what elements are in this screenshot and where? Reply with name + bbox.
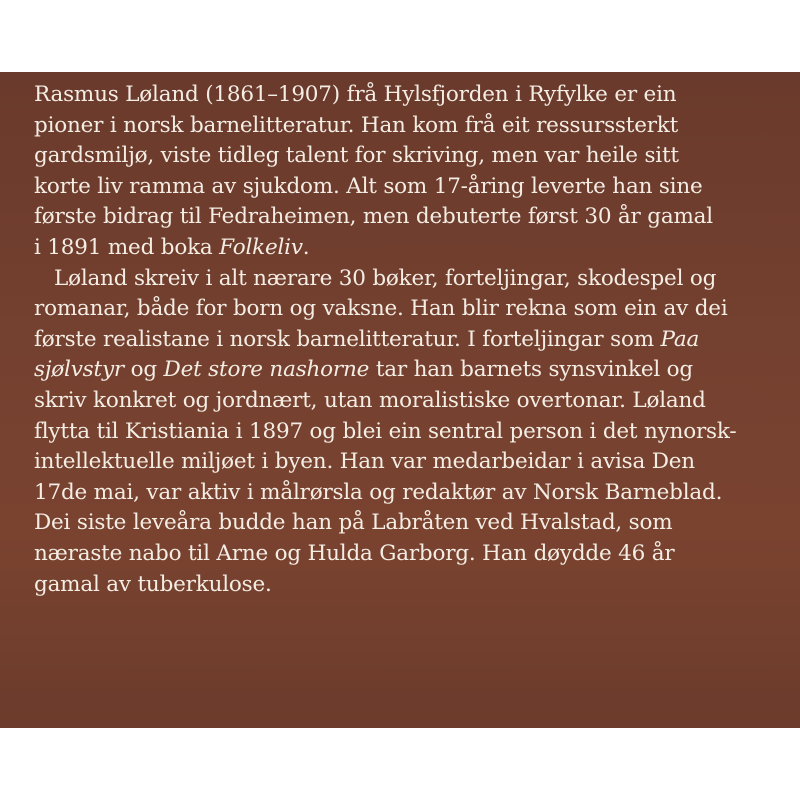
paragraph-1 (34, 80, 774, 264)
text-line: 17de mai, var aktiv i målrørsla og redaktør av Norsk Barneblad. (34, 479, 723, 505)
book-title-det-store-nashorne: Det store nashorne (163, 357, 370, 383)
text-line: flytta til Kristiania i 1897 og blei ein sentral person i det nynorsk- (34, 418, 737, 444)
text-line (34, 355, 774, 386)
text-line (34, 233, 774, 264)
book-title-folkeliv: Folkeliv (219, 234, 303, 260)
text-line: Løland skreiv i alt nærare 30 bøker, forteljingar, skodespel og (54, 265, 717, 291)
text-line: pioner i norsk barnelitteratur. Han kom frå eit ressurssterkt (34, 112, 679, 138)
text-run: . (302, 234, 310, 260)
text-line: romanar, både for born og vaksne. Han blir rekna som ein av dei (34, 296, 728, 322)
text-run: og (123, 357, 164, 383)
text-line: gamal av tuberkulose. (34, 571, 272, 597)
book-title-paa-sjolvstyr: sjølvstyr (34, 357, 124, 383)
text-line: Dei siste leveåra budde han på Labråten ved Hvalstad, som (34, 510, 673, 536)
text-line: første bidrag til Fedraheimen, men debuterte først 30 år gamal (34, 204, 713, 230)
text-run: første realistane i norsk barnelitteratur. I forteljingar som (34, 326, 661, 352)
text-line: Rasmus Løland (1861–1907) frå Hylsfjorden i Ryfylke er ein (34, 82, 677, 107)
text-line: skriv konkret og jordnært, utan moralistiske overtonar. Løland (34, 387, 706, 413)
text-line: intellektuelle miljøet i byen. Han var medarbeidar i avisa Den (34, 449, 695, 475)
text-line (34, 325, 774, 356)
biography-text (34, 80, 774, 600)
text-line: korte liv ramma av sjukdom. Alt som 17-åring leverte han sine (34, 173, 703, 199)
book-title-paa-sjolvstyr: Paa (660, 326, 700, 352)
text-line: næraste nabo til Arne og Hulda Garborg. Han døydde 46 år (34, 540, 675, 566)
text-line: gardsmiljø, viste tidleg talent for skriving, men var heile sitt (34, 143, 679, 169)
text-run: tar han barnets synsvinkel og (369, 357, 693, 383)
text-run: i 1891 med boka (34, 234, 220, 260)
paragraph-2 (34, 264, 774, 601)
